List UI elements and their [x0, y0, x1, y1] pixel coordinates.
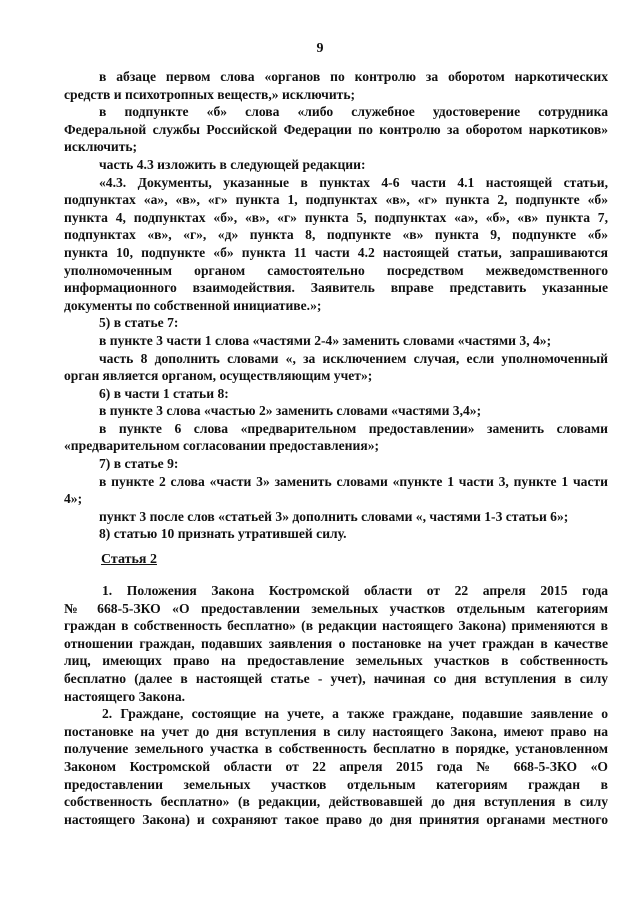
text-line: «4.3. Документы, указанные в пунктах 4-6 части 4.1 настоящей статьи,: [99, 174, 608, 190]
text-line: 7) в статье 9:: [99, 456, 179, 472]
text-line: информационного взаимодействия. Заявитель вправе представить указанные: [64, 280, 608, 296]
text-line: часть 4.3 изложить в следующей редакции:: [99, 156, 366, 172]
text-line: пункта 4, подпунктах «б», «в», «г» пункта 5, подпунктах «а», «б», «в» пункта 7,: [64, 209, 608, 225]
text-line: предоставлении земельных участков отдельным категориям граждан в: [64, 776, 608, 792]
page-number: 9: [316, 41, 324, 56]
text-line: Федеральной службы Российской Федерации по контролю за оборотом наркотиков»: [64, 121, 608, 137]
text-line: в пункте 2 слова «части 3» заменить словами «пункте 1 части 3, пункте 1 части: [99, 473, 608, 489]
text-line: в абзаце первом слова «органов по контролю за оборотом наркотических: [99, 69, 608, 84]
text-line: орган является органом, осуществляющим учет»;: [64, 368, 373, 384]
text-line: исключить;: [64, 139, 138, 155]
text-line: граждан в собственность бесплатно» (в редакции настоящего Закона) применяются в: [64, 618, 608, 634]
article-heading: Статья 2: [101, 552, 157, 567]
text-line: постановке на учет до дня вступления в силу настоящего Закона, имеют право на: [64, 723, 608, 739]
text-line: 2. Граждане, состоящие на учете, а также граждане, подавшие заявление о: [102, 706, 608, 722]
text-line: в пункте 6 слова «предварительном предоставлении» заменить словами: [99, 420, 608, 436]
text-line: отношении граждан, подавших заявления о постановке на учет граждан в качестве: [64, 635, 608, 651]
text-line: лиц, имеющих право на предоставление земельных участков в собственность: [64, 653, 608, 669]
text-line: в пункте 3 части 1 слова «частями 2-4» заменить словами «частями 3, 4»;: [99, 332, 552, 348]
text-line: получение земельного участка в собственность бесплатно в порядке, установленном: [64, 741, 608, 757]
text-line: пункта 10, подпункте «б» пункта 11 части 4.2 настоящей статьи, запрашиваются: [64, 244, 608, 260]
text-line: 8) статью 10 признать утратившей силу.: [99, 526, 347, 542]
text-line: в пункте 3 слова «частью 2» заменить словами «частями 3,4»;: [99, 403, 482, 419]
text-line: документы по собственной инициативе.»;: [64, 297, 322, 313]
text-line: 1. Положения Закона Костромской области от 22 апреля 2015 года: [102, 583, 608, 598]
text-line: уполномоченным органом самостоятельно посредством межведомственного: [64, 262, 608, 278]
text-line: 5) в статье 7:: [99, 315, 179, 331]
text-line: подпунктах «а», «в», «г» пункта 1, подпунктах «в», «г» пункта 2, подпункте «б»: [64, 192, 608, 208]
text-line: в подпункте «б» слова «либо служебное удостоверение сотрудника: [99, 104, 608, 120]
text-line: 6) в части 1 статьи 8:: [99, 385, 229, 401]
text-line: настоящего Закона.: [64, 688, 186, 704]
amendments-text: [64, 68, 608, 543]
article-2-text: [64, 582, 608, 828]
text-line: часть 8 дополнить словами «, за исключением случая, если уполномоченный: [99, 350, 608, 366]
text-line: собственность бесплатно» (в редакции, действовавшей до дня вступления в силу: [64, 794, 608, 810]
text-line: средств и психотропных веществ,» исключить;: [64, 86, 356, 102]
text-line: пункт 3 после слов «статьей 3» дополнить словами «, частями 1-3 статьи 6»;: [99, 508, 569, 524]
text-line: Законом Костромской области от 22 апреля 2015 года № 668-5-ЗКО «О: [64, 758, 608, 774]
text-line: № 668-5-ЗКО «О предоставлении земельных участков отдельным категориям: [64, 600, 608, 616]
text-line: подпунктах «в», «г», «д» пункта 8, подпункте «в» пункта 9, подпункте «б»: [64, 227, 608, 243]
text-line: 4»;: [64, 491, 83, 507]
text-line: настоящего Закона) и сохраняют такое право до дня принятия органами местного: [64, 811, 608, 827]
text-line: бесплатно (далее в настоящей статье - учет), начиная со дня вступления в силу: [64, 670, 608, 686]
text-line: «предварительном согласовании предоставления»;: [64, 438, 380, 454]
